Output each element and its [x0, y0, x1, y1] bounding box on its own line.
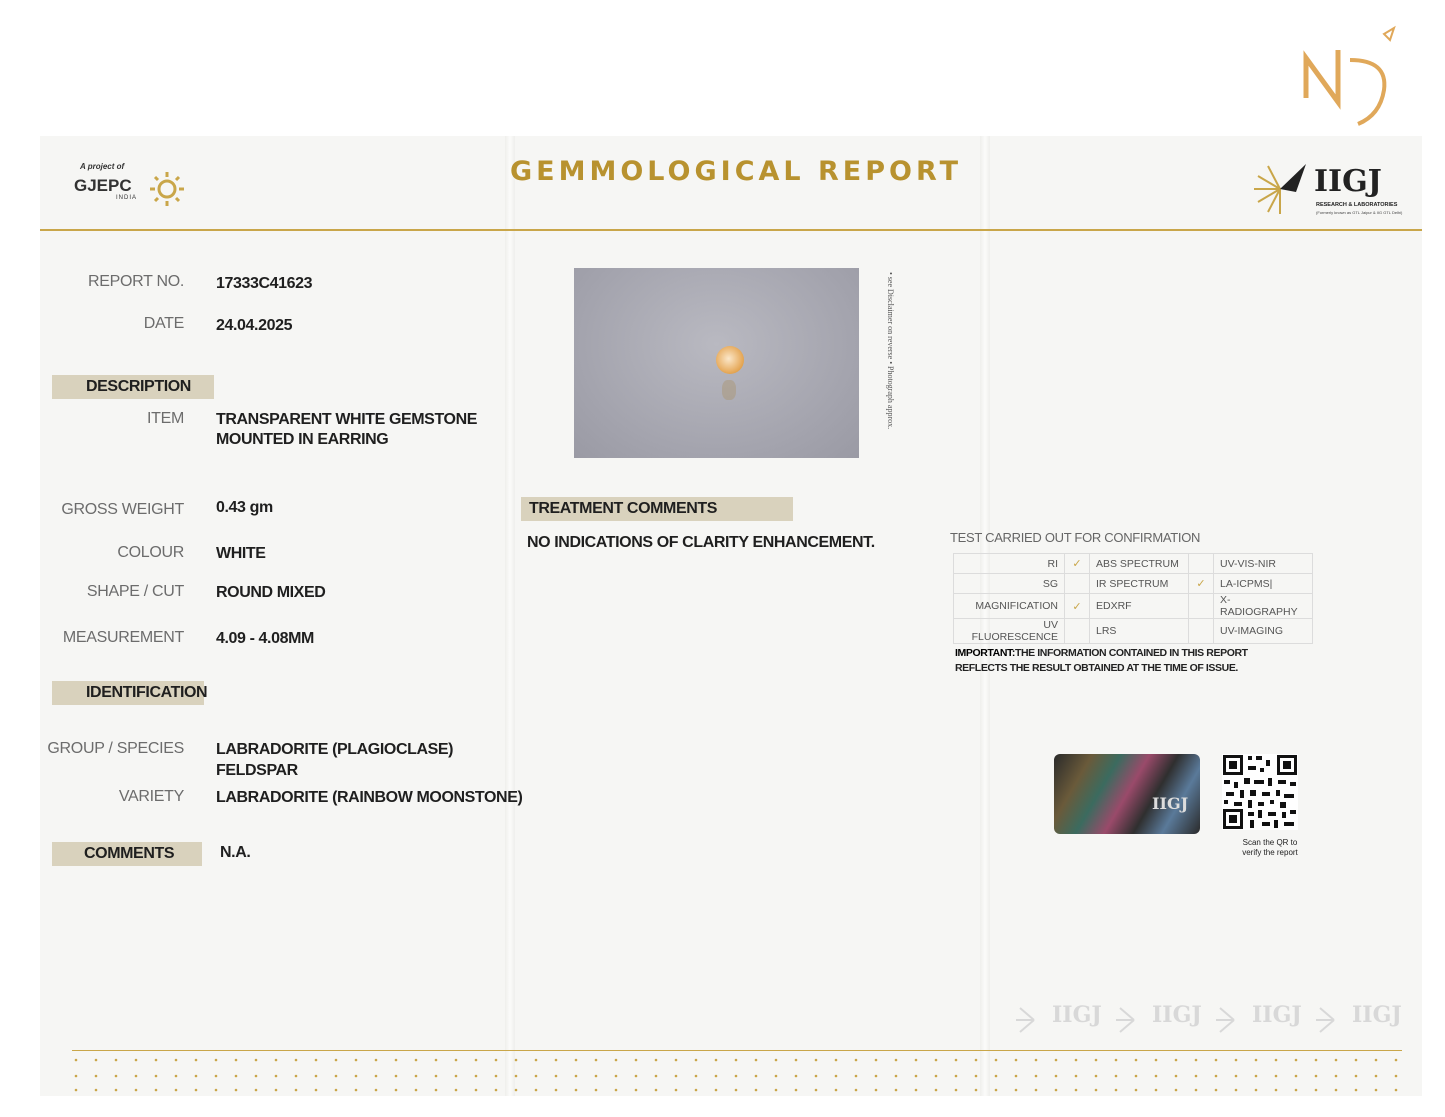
- dot-ornament: [615, 1075, 618, 1078]
- dot-ornament: [435, 1075, 438, 1078]
- dot-ornament: [675, 1089, 678, 1092]
- iigj-note: (Formerly known as GTL Jaipur & IIG GTL Delhi): [1316, 210, 1403, 215]
- measurement-label: MEASUREMENT: [62, 629, 184, 646]
- dot-ornament: [1175, 1059, 1178, 1062]
- iigj-sub: RESEARCH & LABORATORIES: [1316, 202, 1398, 208]
- dot-ornament: [195, 1059, 198, 1062]
- dot-ornament: [795, 1059, 798, 1062]
- dot-ornament: [315, 1059, 318, 1062]
- dot-ornament: [335, 1059, 338, 1062]
- dot-ornament: [215, 1075, 218, 1078]
- dot-ornament: [635, 1089, 638, 1092]
- qr-caption: [1230, 838, 1310, 858]
- dot-ornament: [1275, 1075, 1278, 1078]
- dot-ornament: [835, 1089, 838, 1092]
- dot-ornament: [575, 1059, 578, 1062]
- dot-ornament: [555, 1075, 558, 1078]
- dot-ornament: [435, 1059, 438, 1062]
- dot-ornament: [375, 1075, 378, 1078]
- dot-ornament: [195, 1089, 198, 1092]
- table-row: [954, 619, 1313, 644]
- dot-ornament: [375, 1059, 378, 1062]
- dot-ornament: [1215, 1075, 1218, 1078]
- dot-ornament: [715, 1059, 718, 1062]
- dot-ornament: [1375, 1075, 1378, 1078]
- test-cell: IR SPECTRUM: [1090, 574, 1189, 594]
- dot-ornament: [975, 1075, 978, 1078]
- dot-ornament: [875, 1089, 878, 1092]
- date-value: 24.04.2025: [216, 317, 293, 334]
- dot-ornament: [515, 1059, 518, 1062]
- dot-ornament: [1375, 1089, 1378, 1092]
- report-title: GEMMOLOGICAL REPORT: [510, 156, 962, 187]
- dot-ornament: [595, 1059, 598, 1062]
- dot-ornament: [95, 1059, 98, 1062]
- dot-ornament: [995, 1075, 998, 1078]
- dot-ornament: [555, 1089, 558, 1092]
- iigj-logo: [1252, 156, 1402, 218]
- dot-ornament: [855, 1089, 858, 1092]
- photo-disclaimer: • see Disclaimer on reverse • Photograph approx.: [886, 272, 895, 430]
- gemstone-image: [716, 346, 744, 374]
- test-cell: ABS SPECTRUM: [1090, 554, 1189, 574]
- dot-ornament: [755, 1075, 758, 1078]
- test-cell: UV-VIS-NIR: [1214, 554, 1313, 574]
- dot-ornament: [675, 1075, 678, 1078]
- nj-logo: [1298, 20, 1398, 130]
- dot-ornament: [515, 1075, 518, 1078]
- dot-ornament: [715, 1089, 718, 1092]
- header-divider: [40, 229, 1422, 231]
- watermark-logo: IIGJ: [1252, 1002, 1302, 1028]
- dot-ornament: [495, 1059, 498, 1062]
- dot-ornament: [775, 1075, 778, 1078]
- dot-ornament: [775, 1089, 778, 1092]
- dot-ornament: [175, 1075, 178, 1078]
- dot-ornament: [475, 1075, 478, 1078]
- dot-ornament: [895, 1075, 898, 1078]
- dot-ornament: [95, 1075, 98, 1078]
- dot-ornament: [1075, 1059, 1078, 1062]
- dot-ornament: [615, 1089, 618, 1092]
- dot-ornament: [355, 1059, 358, 1062]
- dot-ornament: [275, 1089, 278, 1092]
- dot-ornament: [575, 1075, 578, 1078]
- dot-ornament: [1235, 1075, 1238, 1078]
- dot-ornament: [1255, 1059, 1258, 1062]
- dot-ornament: [75, 1089, 78, 1092]
- dot-ornament: [655, 1089, 658, 1092]
- dot-ornament: [255, 1059, 258, 1062]
- dot-ornament: [215, 1059, 218, 1062]
- shape-label: SHAPE / CUT: [86, 583, 184, 600]
- dot-ornament: [235, 1075, 238, 1078]
- dot-ornament: [475, 1059, 478, 1062]
- dot-ornament: [295, 1089, 298, 1092]
- dot-ornament: [735, 1059, 738, 1062]
- test-cell: UV-IMAGING: [1214, 619, 1313, 644]
- dot-ornament: [155, 1075, 158, 1078]
- gjepc-country: INDIA: [116, 195, 138, 201]
- dot-ornament: [915, 1075, 918, 1078]
- dot-ornament: [795, 1075, 798, 1078]
- dot-ornament: [1055, 1075, 1058, 1078]
- dot-ornament: [195, 1075, 198, 1078]
- dot-ornament: [1315, 1089, 1318, 1092]
- tests-heading: TEST CARRIED OUT FOR CONFIRMATION: [950, 530, 1201, 545]
- dot-ornament: [1275, 1059, 1278, 1062]
- important-note: [955, 646, 1285, 676]
- dot-ornament: [815, 1059, 818, 1062]
- report-no-label: REPORT NO.: [88, 273, 184, 290]
- dot-ornament: [1295, 1075, 1298, 1078]
- dot-ornament: [495, 1075, 498, 1078]
- qr-code[interactable]: [1222, 754, 1298, 830]
- fold-line-left: [505, 136, 515, 1096]
- dot-ornament: [1135, 1075, 1138, 1078]
- check-icon: ✓: [1065, 594, 1090, 619]
- dot-ornament: [355, 1075, 358, 1078]
- tests-table: [953, 553, 1313, 644]
- dot-ornament: [535, 1075, 538, 1078]
- dot-ornament: [135, 1075, 138, 1078]
- dot-ornament: [795, 1089, 798, 1092]
- dot-ornament: [955, 1059, 958, 1062]
- dot-ornament: [215, 1089, 218, 1092]
- dot-ornament: [695, 1059, 698, 1062]
- dot-ornament: [75, 1075, 78, 1078]
- dot-ornament: [1355, 1089, 1358, 1092]
- dot-ornament: [1155, 1089, 1158, 1092]
- dot-ornament: [1155, 1075, 1158, 1078]
- check-icon: [1065, 619, 1090, 644]
- dot-ornament: [495, 1089, 498, 1092]
- dot-ornament: [555, 1059, 558, 1062]
- dot-ornament: [1195, 1089, 1198, 1092]
- colour-value: WHITE: [216, 545, 266, 562]
- dot-ornament: [415, 1089, 418, 1092]
- dot-ornament: [1235, 1059, 1238, 1062]
- dot-ornament: [1115, 1089, 1118, 1092]
- check-icon: ✓: [1065, 554, 1090, 574]
- qr-caption-line1: Scan the QR to: [1242, 838, 1298, 847]
- dot-ornament: [855, 1059, 858, 1062]
- dot-ornament: [995, 1059, 998, 1062]
- dot-ornament: [255, 1089, 258, 1092]
- shape-value: ROUND MIXED: [216, 584, 326, 601]
- dot-ornament: [955, 1075, 958, 1078]
- watermark-logo: IIGJ: [1352, 1002, 1402, 1028]
- gemstone-reflection: [722, 380, 736, 400]
- dot-ornament: [635, 1075, 638, 1078]
- watermark-logo: IIGJ: [1052, 1002, 1102, 1028]
- dot-ornament: [335, 1089, 338, 1092]
- dot-ornament: [395, 1075, 398, 1078]
- hologram-label: IIGJ: [1152, 794, 1189, 813]
- dot-ornament: [235, 1059, 238, 1062]
- colour-label: COLOUR: [117, 544, 184, 561]
- test-cell: LA-ICPMS|: [1214, 574, 1313, 594]
- dot-ornament: [975, 1089, 978, 1092]
- dot-ornament: [1375, 1059, 1378, 1062]
- dot-ornament: [835, 1075, 838, 1078]
- date-label: DATE: [143, 315, 184, 332]
- dot-ornament: [595, 1089, 598, 1092]
- dot-ornament: [755, 1089, 758, 1092]
- dot-ornament: [175, 1059, 178, 1062]
- dot-ornament: [415, 1075, 418, 1078]
- item-value-line2: MOUNTED IN EARRING: [216, 431, 389, 448]
- dot-ornament: [1355, 1059, 1358, 1062]
- dot-ornament: [1335, 1075, 1338, 1078]
- dot-ornament: [935, 1089, 938, 1092]
- dot-ornament: [1175, 1089, 1178, 1092]
- dot-ornament: [1055, 1059, 1058, 1062]
- dot-ornament: [995, 1089, 998, 1092]
- dot-ornament: [1095, 1059, 1098, 1062]
- dot-ornament: [1335, 1089, 1338, 1092]
- dot-ornament: [1295, 1089, 1298, 1092]
- dot-ornament: [1015, 1089, 1018, 1092]
- gross-weight-value: 0.43 gm: [216, 499, 273, 516]
- dot-ornament: [435, 1089, 438, 1092]
- dot-ornament: [775, 1059, 778, 1062]
- variety-label: VARIETY: [118, 788, 184, 805]
- dot-ornament: [1235, 1089, 1238, 1092]
- test-cell: LRS: [1090, 619, 1189, 644]
- dot-ornament: [875, 1075, 878, 1078]
- dot-ornament: [595, 1075, 598, 1078]
- dot-ornament: [115, 1059, 118, 1062]
- important-text: THE INFORMATION CONTAINED IN THIS REPORT REFLECTS THE RESULT OBTAINED AT THE TIME OF ISSUE.: [955, 647, 1248, 674]
- dot-ornament: [1155, 1059, 1158, 1062]
- gjepc-sun-icon: [148, 170, 186, 208]
- dot-ornament: [1255, 1089, 1258, 1092]
- dot-ornament: [655, 1059, 658, 1062]
- dot-ornament: [1295, 1059, 1298, 1062]
- dot-ornament: [975, 1059, 978, 1062]
- gjepc-logo: [72, 162, 192, 212]
- dot-ornament: [515, 1089, 518, 1092]
- dot-ornament: [135, 1059, 138, 1062]
- test-cell: MAGNIFICATION: [954, 594, 1065, 619]
- dot-ornament: [115, 1089, 118, 1092]
- gross-weight-label: GROSS WEIGHT: [61, 501, 184, 518]
- dot-ornament: [1115, 1075, 1118, 1078]
- dot-ornament: [1355, 1075, 1358, 1078]
- check-icon: [1189, 619, 1214, 644]
- dot-ornament: [755, 1059, 758, 1062]
- dot-ornament: [135, 1089, 138, 1092]
- treatment-text: NO INDICATIONS OF CLARITY ENHANCEMENT.: [527, 534, 875, 551]
- dot-ornament: [155, 1089, 158, 1092]
- dot-ornament: [415, 1059, 418, 1062]
- dot-ornament: [735, 1089, 738, 1092]
- dot-ornament: [1255, 1075, 1258, 1078]
- dot-ornament: [1335, 1059, 1338, 1062]
- dot-ornament: [695, 1089, 698, 1092]
- group-value-line2: FELDSPAR: [216, 762, 298, 779]
- dot-ornament: [1395, 1089, 1398, 1092]
- dot-ornament: [95, 1089, 98, 1092]
- dot-ornament: [815, 1075, 818, 1078]
- dot-ornament: [875, 1059, 878, 1062]
- comments-value: N.A.: [220, 844, 251, 861]
- dot-ornament: [1195, 1059, 1198, 1062]
- dot-ornament: [1395, 1059, 1398, 1062]
- test-cell: RI: [954, 554, 1065, 574]
- measurement-value: 4.09 - 4.08MM: [216, 630, 314, 647]
- check-icon: ✓: [1189, 574, 1214, 594]
- dot-ornament: [455, 1059, 458, 1062]
- qr-caption-line2: verify the report: [1242, 848, 1298, 857]
- check-icon: [1189, 554, 1214, 574]
- dot-ornament: [455, 1075, 458, 1078]
- dot-ornament: [615, 1059, 618, 1062]
- check-icon: [1189, 594, 1214, 619]
- dot-ornament: [175, 1089, 178, 1092]
- iigj-burst-icon: [1252, 162, 1308, 216]
- dot-ornament: [395, 1059, 398, 1062]
- dot-ornament: [935, 1075, 938, 1078]
- important-label: IMPORTANT:: [955, 647, 1015, 659]
- dot-ornament: [1115, 1059, 1118, 1062]
- dot-ornament: [535, 1059, 538, 1062]
- dot-ornament: [475, 1089, 478, 1092]
- dot-ornament: [1015, 1059, 1018, 1062]
- group-value-line1: LABRADORITE (PLAGIOCLASE): [216, 741, 454, 758]
- dot-ornament: [1215, 1059, 1218, 1062]
- dot-ornament: [815, 1089, 818, 1092]
- dot-ornament: [895, 1059, 898, 1062]
- dot-ornament: [1395, 1075, 1398, 1078]
- item-value-line1: TRANSPARENT WHITE GEMSTONE: [216, 411, 478, 428]
- dot-ornament: [295, 1075, 298, 1078]
- dot-ornament: [335, 1075, 338, 1078]
- dot-ornament: [1095, 1089, 1098, 1092]
- test-cell: EDXRF: [1090, 594, 1189, 619]
- item-label: ITEM: [146, 410, 184, 427]
- hologram-sticker: [1054, 754, 1200, 834]
- dot-ornament: [115, 1075, 118, 1078]
- dot-ornament: [955, 1089, 958, 1092]
- dot-ornament: [735, 1075, 738, 1078]
- dot-ornament: [1035, 1075, 1038, 1078]
- dot-ornament: [655, 1075, 658, 1078]
- dot-ornament: [1195, 1075, 1198, 1078]
- dot-ornament: [375, 1089, 378, 1092]
- dot-ornament: [1015, 1075, 1018, 1078]
- dot-ornament: [1055, 1089, 1058, 1092]
- dot-ornament: [235, 1089, 238, 1092]
- decorative-star-border: [70, 1050, 1405, 1096]
- test-cell: X-RADIOGRAPHY: [1214, 594, 1313, 619]
- treatment-heading: TREATMENT COMMENTS: [521, 497, 793, 521]
- dot-ornament: [1315, 1059, 1318, 1062]
- table-row: [954, 574, 1313, 594]
- variety-value: LABRADORITE (RAINBOW MOONSTONE): [216, 789, 523, 806]
- dot-ornament: [315, 1075, 318, 1078]
- dot-ornament: [75, 1059, 78, 1062]
- table-row: [954, 554, 1313, 574]
- dot-ornament: [155, 1059, 158, 1062]
- dot-ornament: [1075, 1089, 1078, 1092]
- dot-ornament: [535, 1089, 538, 1092]
- dot-ornament: [695, 1075, 698, 1078]
- dot-ornament: [855, 1075, 858, 1078]
- dot-ornament: [295, 1059, 298, 1062]
- dot-ornament: [275, 1059, 278, 1062]
- table-row: [954, 594, 1313, 619]
- dot-ornament: [1315, 1075, 1318, 1078]
- group-label: GROUP / SPECIES: [47, 740, 184, 757]
- iigj-name: IIGJ: [1314, 164, 1382, 199]
- dot-ornament: [355, 1089, 358, 1092]
- dot-ornament: [835, 1059, 838, 1062]
- gjepc-name: GJEPC: [74, 176, 132, 195]
- test-cell: UV FLUORESCENCE: [954, 619, 1065, 644]
- report-no-value: 17333C41623: [216, 275, 313, 292]
- dot-ornament: [1215, 1089, 1218, 1092]
- comments-heading: COMMENTS: [52, 842, 202, 866]
- dot-ornament: [395, 1089, 398, 1092]
- dot-ornament: [935, 1059, 938, 1062]
- watermark-logo: IIGJ: [1152, 1002, 1202, 1028]
- dot-ornament: [275, 1075, 278, 1078]
- description-heading: DESCRIPTION: [52, 375, 214, 399]
- dot-ornament: [915, 1089, 918, 1092]
- dot-ornament: [1275, 1089, 1278, 1092]
- gjepc-tagline: A project of: [80, 162, 125, 171]
- dot-ornament: [255, 1075, 258, 1078]
- dot-ornament: [715, 1075, 718, 1078]
- check-icon: [1065, 574, 1090, 594]
- dot-ornament: [675, 1059, 678, 1062]
- test-cell: SG: [954, 574, 1065, 594]
- dot-ornament: [1095, 1075, 1098, 1078]
- dot-ornament: [1035, 1059, 1038, 1062]
- watermark-burst-icons: [1014, 1000, 1394, 1040]
- dot-ornament: [895, 1089, 898, 1092]
- dot-ornament: [1135, 1089, 1138, 1092]
- dot-ornament: [915, 1059, 918, 1062]
- dot-ornament: [1175, 1075, 1178, 1078]
- dot-ornament: [575, 1089, 578, 1092]
- dot-ornament: [1035, 1089, 1038, 1092]
- dot-ornament: [455, 1089, 458, 1092]
- dot-ornament: [315, 1089, 318, 1092]
- dot-ornament: [635, 1059, 638, 1062]
- identification-heading: IDENTIFICATION: [52, 681, 204, 705]
- dot-ornament: [1135, 1059, 1138, 1062]
- dot-ornament: [1075, 1075, 1078, 1078]
